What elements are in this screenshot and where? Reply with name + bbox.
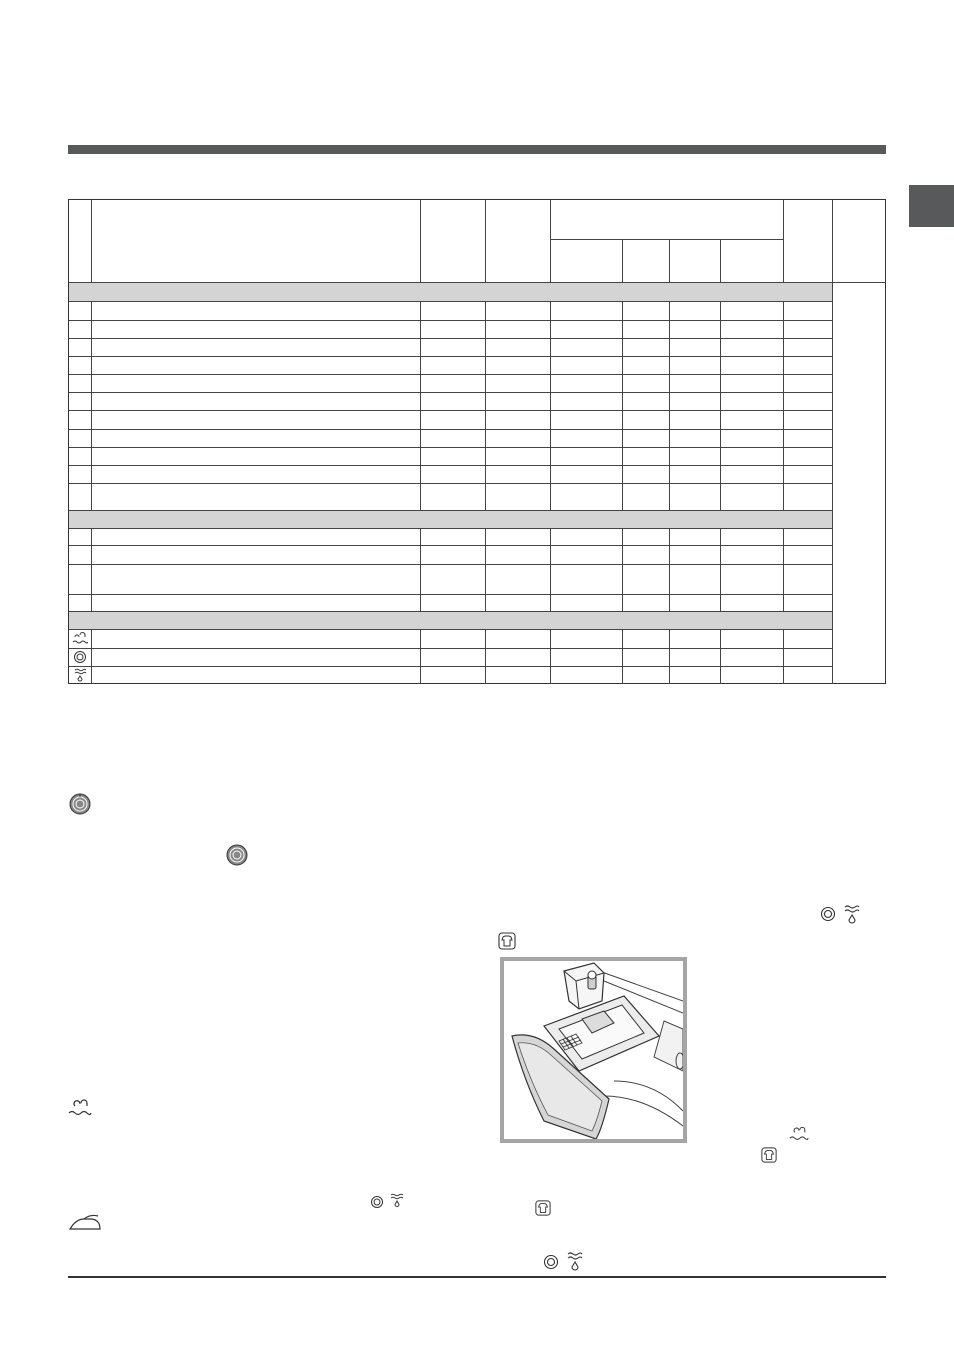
rinse-wave-icon <box>68 1098 92 1123</box>
section-band-1 <box>69 282 832 302</box>
spin-icon <box>69 648 91 666</box>
tshirt-icon <box>761 1147 777 1168</box>
header-rule <box>68 145 886 154</box>
tshirt-icon <box>498 932 516 955</box>
programme-table <box>68 199 886 684</box>
rinse-wave-icon <box>789 1125 809 1148</box>
iron-icon <box>68 1212 104 1237</box>
spin-inline-icon <box>543 1254 559 1275</box>
drawer-illustration <box>504 961 683 1139</box>
drain-inline-icon <box>843 904 861 931</box>
footer-rule <box>68 1276 886 1278</box>
spin-inline-icon <box>820 906 836 927</box>
tshirt-icon <box>535 1200 551 1221</box>
section-band-3 <box>69 611 832 630</box>
time-saver-inline-icon <box>226 844 248 871</box>
language-tab <box>909 185 954 227</box>
drain-icon <box>69 666 91 684</box>
spin-inline-icon <box>370 1195 384 1214</box>
drain-inline-icon <box>389 1193 405 1214</box>
wash-rinse-icon <box>69 630 91 648</box>
drain-inline-icon <box>566 1251 584 1278</box>
time-saver-icon <box>69 793 91 820</box>
detergent-drawer-figure <box>500 957 687 1143</box>
section-band-2 <box>69 510 832 529</box>
